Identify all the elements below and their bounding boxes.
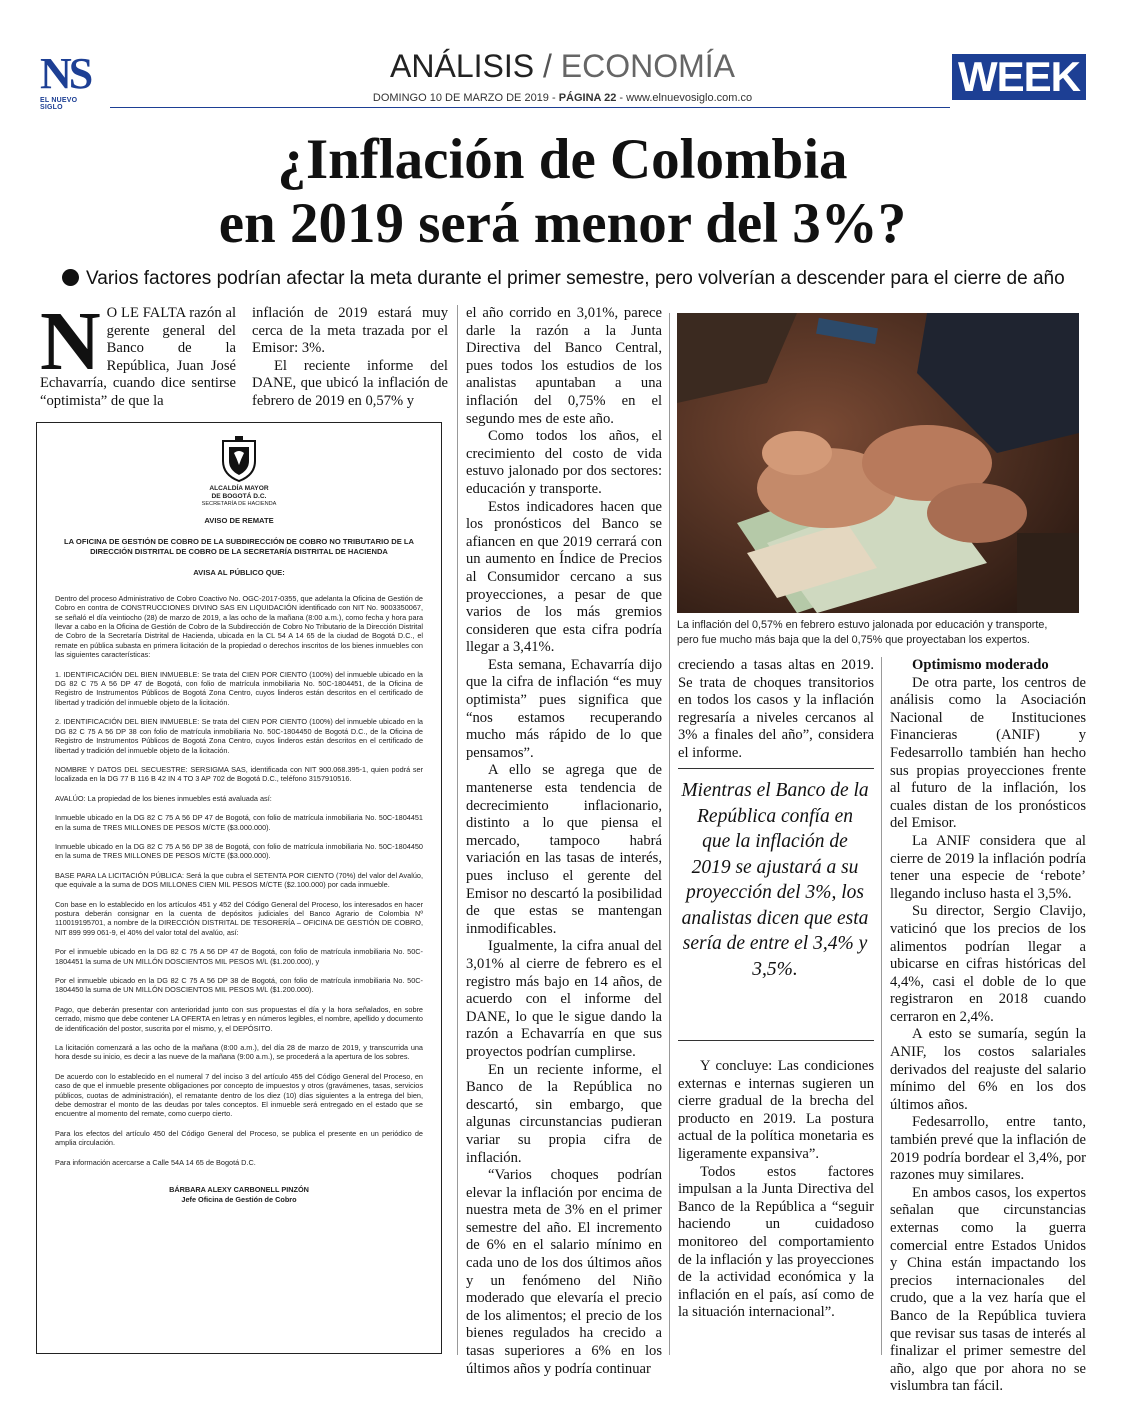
notice-paragraph: Por el inmueble ubicado en la DG 82 C 75 A 56 DP 38 de Bogotá, con folio de matrícula inmobiliaria No. 50C-1804450 la suma de UN MILLÓN DOSCIENTOS MIL PESOS M/L ($1.200.000). bbox=[55, 976, 423, 995]
week-badge: WEEK bbox=[952, 54, 1086, 100]
section-separator: / bbox=[534, 48, 561, 84]
pull-quote: Mientras el Banco de la República confía en que la inflación de 2019 se ajustará a su proyección del 3%, los analistas dicen que esta sería de entre el 3,4% y 3,5%. bbox=[681, 780, 869, 980]
drop-cap: N bbox=[40, 295, 101, 388]
caption-line-1: La inflación del 0,57% en febrero estuvo jalonada por educación y transporte, bbox=[677, 619, 1048, 631]
notice-paragraph: La licitación comenzará a las ocho de la mañana (8:00 a.m.), del día 28 de marzo de 2019, y transcurrida una hora desde su inicio, es decir a las nueve de la mañana (9:00 a.m.), se procederá a la apertura de los sobres. bbox=[55, 1043, 423, 1062]
article-column-2 bbox=[252, 305, 448, 411]
agency-sub: SECRETARÍA DE HACIENDA bbox=[201, 501, 277, 507]
notice-paragraph: Para los efectos del artículo 450 del Código General del Proceso, se publica el presente en un periódico de amplia circulación. bbox=[55, 1128, 423, 1148]
notice-paragraph: Para información acercarse a Calle 54A 14 65 de Bogotá D.C. bbox=[55, 1157, 256, 1167]
photo-caption bbox=[677, 618, 1081, 648]
pullquote-rule-bottom bbox=[678, 1040, 874, 1041]
bogota-crest-icon bbox=[217, 435, 261, 483]
notice-paragraph: Inmueble ubicado en la DG 82 C 75 A 56 DP 38 de Bogotá, con folio de matrícula inmobiliaria No. 50C-1804450 en la suma de TRES MILLONES DE PESOS M/CTE ($3.000.000). bbox=[55, 841, 423, 861]
agency-name bbox=[55, 485, 423, 501]
article-photo bbox=[677, 313, 1079, 613]
paragraph: Su director, Sergio Clavijo, vaticinó que los precios de los alimentos podrían llegar a ubicarse en cifras históricas del 4,4%, casi el doble de lo que registraron en 2018 cuando cerraron en 2,4%. bbox=[890, 903, 1086, 1025]
pullquote-rule-top bbox=[678, 768, 874, 769]
section-economia: ECONOMÍA bbox=[560, 48, 735, 84]
money-hands-image bbox=[677, 313, 1079, 613]
page-label: PÁGINA 22 bbox=[558, 92, 617, 104]
notice-paragraph: AVALÚO: La propiedad de los bienes inmuebles está avaluada así: bbox=[55, 793, 272, 803]
notice-paragraph: NOMBRE Y DATOS DEL SECUESTRE: SERSIGMA SAS, identificada con NIT 900.068.395-1, quien podrá ser localizada en la DG 77 B 116 B 42 IN 4 TO 3 AP 702 de Bogotá D.C., teléfono 3157910516. bbox=[55, 764, 423, 784]
agency-line-1: ALCALDÍA MAYOR bbox=[209, 485, 269, 492]
paragraph: Y concluye: Las condiciones externas e internas sugieren un cierre gradual de la brecha del producto en 2019. La postura actual de la política monetaria es ligeramente expansiva”. bbox=[678, 1058, 874, 1162]
lead-paragraph: O LE FALTA razón al gerente general del Banco de la República, Juan José Echavarría, cuando dice sentirse “optimista” de que la bbox=[40, 305, 236, 409]
notice-paragraph: De acuerdo con lo establecido en el numeral 7 del inciso 3 del artículo 455 del Código General del Proceso, en caso de que el inmueble presente obligaciones por concepto de impuestos y otros (gravámenes, tasas, servicios públicos, cuotas de administración), el rematante dentro de los diez (10) días siguientes a la entrega del bien, debe demostrar el monto de las deudas por tales conceptos. El inmueble será entregado en el estado que se encuentre al momento del remate, como cuerpo cierto. bbox=[55, 1071, 423, 1119]
paragraph: Estos indicadores hacen que los pronósticos del Banco se afiancen en que 2019 cerrará con un aumento en Índice de Precios al Consumidor cercano a sus proyecciones, a pesar de que varios de los más gremios consideren que esta cifra podría llegar a 3,41%. bbox=[466, 498, 662, 656]
paragraph: A ello se agrega que de mantenerse esta tendencia de decrecimiento inflacionario, distinto a lo que piensa el mercado, tampoco habrá variación en las tasas de interés, pues incluso el gerente del Emisor no descartó la posibilidad de que estas se mantengan inmodificables. bbox=[466, 762, 662, 937]
legal-notice bbox=[36, 422, 442, 1354]
paragraph: Como todos los años, el crecimiento del costo de vida estuvo jalonado por dos sectores: educación y transporte. bbox=[466, 428, 662, 497]
signature-name: BÁRBARA ALEXY CARBONELL PINZÓN bbox=[169, 1185, 309, 1195]
notice-paragraph: 2. IDENTIFICACIÓN DEL BIEN INMUEBLE: Se trata del CIEN POR CIENTO (100%) del inmueble ubicado en la DG 82 C 75 A 56 DP 38 con folio de matrícula inmobiliaria No. 50C-1804450 de Bogotá D.C., de la Oficina de Registro de Instrumentos Públicos de Bogotá Zona Centro, cuyos linderos están descritos en el certificado de libertad y tradición del inmueble objeto de la licitación. bbox=[55, 717, 423, 755]
paragraph: La ANIF considera que al cierre de 2019 la inflación podría tener una especie de ‘rebote’ llegando incluso hasta el 3,5%. bbox=[890, 832, 1086, 902]
newspaper-logo: NS bbox=[40, 54, 98, 98]
agency-line-2: DE BOGOTÁ D.C. bbox=[211, 493, 267, 500]
column-divider bbox=[669, 313, 670, 1355]
subheadline-text: Varios factores podrían afectar la meta durante el primer semestre, pero volverían a descender para el cierre de año bbox=[86, 268, 1065, 289]
paragraph: En un reciente informe, el Banco de la República no descartó, sin embargo, que algunas circunstancias pudieran variar su propia cifra de inflación. bbox=[466, 1061, 662, 1166]
notice-paragraph: Con base en lo establecido en los artículos 451 y 452 del Código General del Proceso, los interesados en hacer postura deberán consignar en la cuenta de depósitos judiciales del Banco Agrario de Colombia Nº 110019195701, a nombre de la DIRECCIÓN DISTRITAL DE TESORERÍA – OFICINA DE GESTIÓN DE COBRO, NIT 899 999 061-9, el 40% del valor total del avalúo, así: bbox=[55, 899, 423, 937]
notice-paragraph: Pago, que deberán presentar con anterioridad junto con sus propuestas el día y la hora señalados, en sobre cerrado, mismo que debe contener LA OFERTA en letras y en números legibles, el nombre, apellido y documento de identificación del postor, suscrita por el mismo, y, el DEPÓSITO. bbox=[55, 1004, 423, 1033]
date-text: DOMINGO 10 DE MARZO DE 2019 - bbox=[372, 92, 559, 104]
article-column-4-bottom bbox=[678, 1058, 874, 1322]
org-line-2: DIRECCIÓN DISTRITAL DE COBRO DE LA SECRETARÍA DISTRITAL DE HACIENDA bbox=[90, 547, 388, 557]
notice-paragraph: Dentro del proceso Administrativo de Cobro Coactivo No. OGC-2017-0355, que adelanta la Oficina de Gestión de Cobro en contra de CONSTRUCCIONES DIVINO SAS EN LIQUIDACIÓN identificado con NIT No. 9003350067, se señaló el día veintiocho (28) de marzo de 2019, a las ocho de la mañana (8:00 a.m.), como fecha y hora para llevar a cabo en la Oficina de Gestión de Cobro de la Subdirección de Cobro No Tributario de la Dirección Distrital de Cobro de la Secretaría Distrital de Hacienda, ubicada en la CL 54 A 14 65 de la ciudad de Bogotá D.C., el remate en pública subasta en primera licitación de la propiedad o derechos inscritos de los bienes inmuebles con las siguientes características: bbox=[55, 593, 423, 660]
subheadline bbox=[62, 268, 1082, 290]
notice-announce: AVISA AL PÚBLICO QUE: bbox=[193, 568, 285, 578]
article-column-1 bbox=[40, 295, 236, 411]
signature-role: Jefe Oficina de Gestión de Cobro bbox=[181, 1194, 297, 1204]
notice-paragraph: BASE PARA LA LICITACIÓN PÚBLICA: Será la que cubra el SETENTA POR CIENTO (70%) del valor del Avalúo, que equivale a la suma de DOS MILLONES CIEN MIL PESOS M/CTE ($2.100.000) por cada inmueble. bbox=[55, 870, 423, 890]
notice-body bbox=[55, 594, 423, 1167]
site-text: - www.elnuevosiglo.com.co bbox=[616, 92, 753, 104]
paragraph: El reciente informe del DANE, que ubicó la inflación de febrero de 2019 en 0,57% y bbox=[252, 357, 448, 409]
paragraph: En ambos casos, los expertos señalan que circunstancias externas como la guerra comercial entre Estados Unidos y China están impactando los precios internacionales del crudo, que a la vez haría que el Banco de la República tuviera que revisar sus tasas de interés al finalizar el primer semestre del año, algo que por ahora no se vislumbra tan fácil. bbox=[890, 1184, 1086, 1395]
headline-line-2: en 2019 será menor del 3%? bbox=[218, 192, 907, 255]
paragraph: “Varios choques podrían elevar la inflación por encima de nuestra meta de 3% en el primer semestre del año. El incremento de 6% en el salario mínimo en cada uno de los dos últimos años y un fenómeno del Niño moderado que elevaría el precio de los alimentos; el precio de los bienes regulados ha crecido a tasas superiores a 6% en los últimos años y podría continuar bbox=[466, 1167, 662, 1377]
paragraph: De otra parte, los centros de análisis como la Asociación Nacional de Instituciones Financieras (ANIF) y Fedesarrollo también han hecho sus propias proyecciones frente al futuro de la inflación, los cuales distan de los pronósticos del Emisor. bbox=[890, 674, 1086, 832]
column-divider bbox=[881, 657, 882, 1355]
headline bbox=[0, 128, 1125, 256]
notice-paragraph: Inmueble ubicado en la DG 82 C 75 A 56 DP 47 de Bogotá, con folio de matrícula inmobiliaria No. 50C-1804451 en la suma de TRES MILLONES DE PESOS M/CTE ($3.000.000). bbox=[55, 813, 423, 832]
column-divider bbox=[457, 305, 458, 1355]
paragraph: Igualmente, la cifra anual del 3,01% al cierre de febrero es el registro más bajo en 14 años, de acuerdo con el informe del DANE, lo que le sigue dando la razón a Echavarría en que sus proyectos podrían cumplirse. bbox=[466, 938, 662, 1060]
paragraph: A esto se sumaría, según la ANIF, los costos salariales derivados del reajuste del salario mínimo del 6% en los dos últimos años. bbox=[890, 1026, 1086, 1113]
article-column-5 bbox=[890, 657, 1086, 1396]
paragraph: creciendo a tasas altas en 2019. Se trata de choques transitorios en todos los casos y la inflación regresaría a niveles cercanos al 3% a finales del año”, considera el informe. bbox=[678, 657, 874, 761]
paragraph: el año corrido en 3,01%, parece darle la razón a la Junta Directiva del Banco Central, pues todos los estudios de los analistas apuntaban a una inflación del 0,75% en el segundo mes de este año. bbox=[466, 305, 662, 427]
paragraph: Fedesarrollo, entre tanto, también prevé que la inflación de 2019 podría bordear el 3,4%, por razones muy similares. bbox=[890, 1114, 1086, 1184]
newspaper-logo-subtitle: EL NUEVO SIGLO bbox=[40, 97, 78, 111]
org-line-1: LA OFICINA DE GESTIÓN DE COBRO DE LA SUBDIRECCIÓN DE COBRO NO TRIBUTARIO DE LA bbox=[63, 537, 415, 547]
article-column-3 bbox=[466, 305, 662, 1378]
caption-line-2: pero fue mucho más baja que la del 0,75% que proyectaban los expertos. bbox=[677, 634, 1030, 646]
header-rule bbox=[110, 107, 950, 108]
section-subtitle: Optimismo moderado bbox=[912, 657, 1049, 673]
paragraph: Esta semana, Echavarría dijo que la cifra de inflación “es muy optimista” pues significa que “nos estamos recuperando mucho más rápido de lo que pensamos”. bbox=[466, 656, 662, 761]
headline-line-1: ¿Inflación de Colombia bbox=[277, 128, 848, 191]
section-analisis: ANÁLISIS bbox=[390, 48, 535, 84]
paragraph: inflación de 2019 estará muy cerca de la meta trazada por el Emisor: 3%. bbox=[252, 305, 448, 357]
notice-paragraph: 1. IDENTIFICACIÓN DEL BIEN INMUEBLE: Se trata del CIEN POR CIENTO (100%) del inmueble ubicado en la DG 82 C 75 A 56 DP 47 de Bogotá, con folio de matrícula inmobiliaria No. 50C-1804451, de la Oficina de Registro de Instrumentos Públicos de Bogotá Zona Centro, cuyos linderos están descritos en el certificado de libertad y tradición del inmueble objeto de la licitación. bbox=[55, 669, 423, 707]
notice-org bbox=[55, 537, 423, 557]
article-column-4 bbox=[678, 657, 874, 763]
notice-paragraph: Por el inmueble ubicado en la DG 82 C 75 A 56 DP 47 de Bogotá, con folio de matrícula inmobiliaria No. 50C-1804451 la suma de UN MILLÓN DOSCIENTOS MIL PESOS M/L ($1.200.000), y bbox=[55, 947, 423, 966]
paragraph: Todos estos factores impulsan a la Junta Directiva del Banco de la República a “seguir haciendo un cuidadoso monitoreo del comportamiento de la inflación y las proyecciones de la actividad económica y la inflación en el país, así como de la situación internacional”. bbox=[678, 1163, 874, 1321]
notice-title: AVISO DE REMATE bbox=[204, 516, 274, 525]
bullet-icon bbox=[62, 269, 79, 286]
